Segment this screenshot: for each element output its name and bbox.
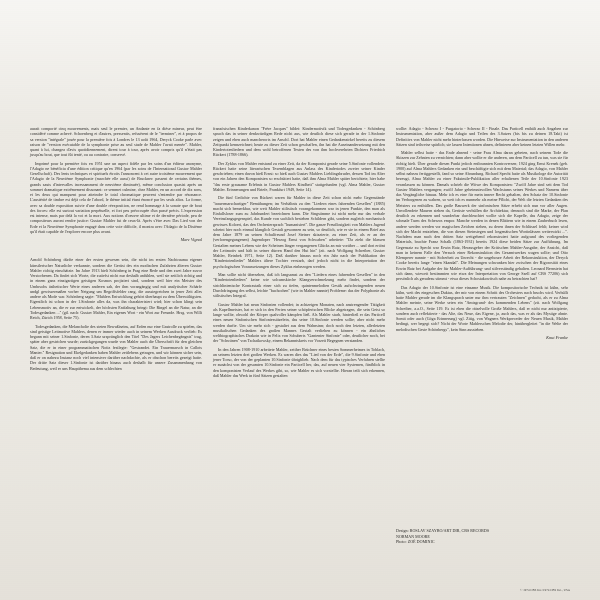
paragraph-de-1: Arnold Schönberg dürfte einer der ersten gewesen sein, die nicht im ersten Nachtrauma eigener künstlerischer Naturliche verkannte, sondern die Gerüst des ein modischen Zufahrten älteren Gustav Mahler richtig einschätzte. Im Jahre 1913 hielt Schönberg in Prag eine Rede und den zwei Jahre zuvor Verstorbenen. Da findet sich Worte, die zutiefst nicht nur deshalb anfühlen, weil sie zeitlich richtig und in einem ganz einzigartigen geistigen Kosmos projiziert sind, sondern weil hier ein Meister des Umbruchs ästhetischer Werte eines anderen sah, der ihm vorangängig und mit analytischer Schärfe undgl gewissermaßen vorher Neigung um Begriffsfelder rang, die aussiegreichen in jener Zeit alles andere als Mode war. Schönberg sagte: "Mahlers Entwicklung gehört überhaupt zu dem Überwältigsten. Eigentlich ist schon in der 1.Sinfonie alles da, was ihn charakterisiert wird; hier schon klingt sein Lebensmotiv an, die er zur entwickelt, der höchsten Entfaltung bringt: Die Ringel an die Natur, an die Todesgedanken ..." (gil. nach: Gustav Mahler, Ein eigenes Wort - ein Wort zur Freunde. Hrsg. von Willi Reich, Zürich 1958, Seite 75). — [30, 257, 202, 321]
copyright-notice — [520, 588, 570, 592]
copyright-line-1: © 1974 CBS Inc./1974 CBS Inc., USA — [519, 588, 570, 592]
paragraph-fr-1: aurait comporté cinq mouvements, mais seul le premier, un Andante en fa dièse mineur, peut être considéré comme achevé. Schoenberg et d'autres, pressentis, refusèrent de le "terminer", et à propos de sa version "intégrale" jouée pour la première fois à Londres le 13 août 1964, Deryck Cooke parle avec raison de "version exécutable de la symphonie prise au seul stade de Mahler l'avait menée". Mahler, quant à lui, changea d'avis quotidiennement, dirent tour à tour, après avoir compris qu'il n'était pas jusqu'au bout, que tout fût tenté, ou au contraire, conservé. — [30, 126, 202, 158]
paragraph-de-2: Todesgedanken, die Melancholie des steten Bewußtseins, auf Erden nur eine Gastrolle zu spielen, das sind geistige Leitmotive Mahlers, denen er immer wieder auch in seinem Werken Ausdruck verlieh: Es begann mit seiner 1.Sinfonie, deren 3.Satz ursprünglich den Titel "Des Jagers Leichenbegängnis" trug, später aber gestrichen wurde; zurückgegangen wurde von Mahler auch die Überschrift für den gleichen Satz, die er in einer programmatischen Notiz festlegte: "Gestrandet. Ein Trauermarsch in Callots Manier." Resignation und Ekelgedanken haben Mahler zeitlebens getragen, und wir können sicher sein, daß er on nahezu Instanz noch viel intensiver darüber nachdachte, als er obschon bereits gezeigt hatte. Der dritte Satz dieser 1.Sinfonie ist darüber hinaus auch deshalb für unsere Zusammenhang von Bedeutung, weil er uns Hauptthema aus dem schlechten — [30, 323, 202, 371]
liner-notes-column-2 — [213, 126, 385, 566]
paragraph-fr-2: Imprimé pour la première fois en 1951 une un aspect fidèle par les soins d'un éditeur anonyme, l'Adagio ne bénéficia d'une édition critique qu'en 1964 (par les soins de l'International Gustav Mahler Gesellschaft). Des lents techniques et spirituels étroits l'annoncent à cet autre troisième mouvement que l'Adagio de la Neuvième Symphonie (marchée elle aussi) de Bruckner: passent de certains thèmes, grands sauts d'intervalles incessamment de neuvième diminuée), même conclusion quasist après un sommet dramatique extrêmement dissonant: ce semmet culmine, chez Mahler, en un accord de dix sons, et les deux qui manquent pour atteindre le total chromatique peuvent s'entendre par résonance. L'austérité de timbre est déjà cela de l'abord, le thème initial étant énoncé par les seuls altos. La forme, avec sa double exposition suivie d'une double réexposition, ne rend hommage à la sonate que de bout des forces: elle est surtout variation perpétuelle, et fort peu préoccupée d'un passé précis. L'expression est intense, mais par delà la voi et la mort. Aux notions d'oeuvre ultime et de dernière période, peu de compositeurs auront rendre justice: Gustav Mahler fut de ceux-là. Après s'être avec Das Lied von der Erde et la Neuvième Symphonie engagé dans cette voie difficile, il montra avec l'Adagio de la Dixième qu'il était capable de l'explorer encore plus avant. — [30, 160, 202, 234]
signature-french: Marc Vignal — [180, 237, 202, 243]
photo-credit: Photo: ZOË DOMINIC — [396, 538, 435, 544]
liner-notes-column-3 — [396, 126, 568, 566]
paragraph-de-5: Die fünf Gedichte von Rückert waren für Mahler in diese Zeit schon nicht mehr Gegenstände "trauermarschartiger" Bemühungen; im Verhältnis zu den "Liedern eines fahrenden Gesellen" (1885) macht sich bemerkbar, wie weit Mahler stilistisch vorangekommen war in jenen Punkte, den man als Einfallsloser zum zu Jahrhundert bezeichnen kann. Die Singstimme ist nicht mehr nur das verbale Vereinsfangsgegenspiel, das Kunde von sachlich bestehen Schildern gibt, sondern zugleich mechanisch gewisses Koloeri, das den Orchestersprach "humanisiert". Die ganze Freudlosigkeit von Mahlers Jugend scheint hier noch einmal klanglich Gestalt gewonnen zu sein, so deutlich, wie er sie in einem Brief aus dem Jahre 1879 an seinen Schulfreund Josef Steiner skizzierte, zu einer Zeit, als er an der (verlorengegangenen) Jugendoper "Herzog Ernst von Schwaben" arbeitete: "Da zieht die blassen Gestalten meines Lebens wie der Scheinen länger vergangenen Glücks an mir vorüber ... und dort ertönt der Leitmotiv und hält in seiner dürren Hand den Hut hin" (zit. nach Wolfgang Schreiber, Gustav Mahler, Reinbek 1971, Seite 12). Daß darüber hinaus noch ein Jahr nach der Publikation der "Kindertotenlieder" Mahlers ältere Tochter verstarb, darf jedoch nicht in die Interpretation der psychologischen Voraussetzungen dieses Zyklus einbezogen werden. — [213, 195, 385, 269]
design-credit: Design: ROSLAV SZAYBO/ART DIR, CBS RECORDS — [396, 528, 490, 534]
paragraph-de-9: wollte: Adagio - Scherzo I - Purgatorio - Scherzo II - Finale. Das Particell enthält auch Angaben zur Instrumentation, aber außer dem Adagio und Teilen des 3.Satzes (bis bis zu deinen 18.Takt) ist Definitivs von Mahler nicht mehr hinterlassen worden. Die Hinweise zur Instrumentation in den anderen Sätzen sind teilweise spärlich; sie lassen Intentionen ahnen, definieren aber keinen letzten Willen mehr. — [396, 126, 568, 147]
paragraph-de-4: Der Zyklus von Mahler entstand zu einer Zeit, da der Komponist gerade seine 5.Sinfonie vollendete. Rückert hatte seine literarischen Texemblagen aus Anlass des Kindertodes zweier seiner Kinder geschrieben; einen davon hieß Ernst: so hieß auch Gustav Mahlers Lieblingsbruder, dessen Tod im Alter von ein Jahren den Komponisten so erschüttert hatte, daß ihm Alma Mahler später berichtete, hier habe "das erste grausame Erlebnis in Gustav Mahlers Kindheit" stattgefunden (vgl. Alma Mahler, Gustav Mahler. Erinnerungen und Briefe, Frankfurt 1949, Seite 14). — [213, 160, 385, 192]
photo-credit-name: NORMAN MOORE — [396, 533, 430, 539]
liner-notes-columns — [30, 126, 570, 566]
signature-german: Knut Franke — [546, 335, 568, 341]
liner-notes-column-1 — [30, 126, 202, 566]
paragraph-de-11: Das Adagio der 10.Sinfonie ist eine einsame Musik. Die kompositorische Technik ist kühn, sehr kühn, weit des eingeschen Duktus, der mir von einem Schritt des Orchesters nach bruchs wird. Verhüllt hatte Mahler gerade im die Klangsprach unter nur ihm vertrauten "Zeichnen" gedacht, als er zu Alma Mahler meinte, seine Werke seien ein "Amtsgrund- des kommenden Lebens" (zit. nach Wolfgang Schreiber, a.a.O., Seite 119. Es ist eben die rätselvolle Große Mahlers, daß er nicht nur antizipierte, sondern auch reflektierte - das Alte, das Neue, das Eigene, ja, auch das, was er als das Mystige ahnte. Somit oder auch (Göga Erinnerung) vgl. Zitig, von Wagners Werkpreceder der Neuen Musik, Mahler bedingt, wer begegt sich? Nicht der Worte Mahlerschen Melodie der, hinübergleitet "in die Welte der melodischen Geste Schönbergs", kein Sinn aussieben. — [396, 284, 568, 332]
paragraph-de-7: Gustav Mahler hat neun Sinfonien vollendet; in achtzeigen Monaten, nach anstrengender Tätigkeit als Kapellmeister, hat er sich in den Ferien seiner schöpferischen Blicke abgetragen, die sein Geist so lange wollte, obwohl der Körper qualvoller kämpfen ließ. Als Mahler starb, hinterließ er das Particell eines neuen Sinfonischen Sinfoniessätzelein, das seine 10.Sinfonie werden sollte; aber nicht mehr werden durfte. Um sie mehr sich - gestaltet aus dem Wahnsinn; doch noch den letzten, allerletzten musikalischen Gedanken des großen Mannes Gestalt verliehen zu können - ein ähnliches weltbiographisches Drakoin wie in Felix von Schuberts "Gantenier Sinfonie" oder, deutlicher noch, bei der "Schwänen" von Tschaikowsky, einem Bekanntskreis vor Vorzeit Begegnen verstanden. — [213, 301, 385, 344]
paragraph-de-10: Mahler selbst hatte - das Ende ahnend - seine Frau Alma daran gebeten, nach seinem Tode die Skizzen zur Zehnten zu vernichten; dann aber wollte er die anderen, um dem Particell zu tun, was sie für richtig hielt. Über gerade diesen Punkt jedoch entbrannten Kontroversen; 1924 ging Ernst Krenek (geb. 1900) auf Alma Mahlers Gedanken ein und beschäftigte sich mit dem Material; das Adagio, von Mahler selbst nahezu fertiggestellt, fand so seine Abrundung. Richard Specht hatte als Musikologe die Autorität bezeugt, Alma Mahler zu einer Faksimile-Publikation aller erhaltenen Teile der 10.Sinfonie 1923 veranlassen zu können. Damals schrieb die Witwe des Komponisten: "Zwölf Jahre sind seit dem Tod Gustav Mahlers vergangen; zwölf Jahre geheimnisvollen Wachstums seines Werkes und Namens über das Vergängliche hinaus. Mehr ich es eine für mein innere Recht gehalten, den Schatz der 10.Sinfonie im Verborgenen zu wahren, so weit ich es nunmehr als meine Pflicht, der Welt die letzten Gedanken des Meisters zu enthüllen. Das große Bauwerk der sinfonischen Sätze erhebt sich nun vor aller Augen. Unvollendete Mauern stehen da, Gerüste verhüllen die Architektur, dennoch sind die Marke, der Plan deutlich zu erkennen und wunderbar durchleuchtet wollte sich die Kapelle, das Adagio, zeige der schmale Turm des Scherzos empor. Manche werden in denen Blättern wie in einem Zauberbuch lesen, andere werden werden vor magischen Zeichen stehen, zu deren ihnen der Schlüssel fehlt; keiner wird sich der Macht entziehen, die von diesen Steinstegen und losgenäischen Wortinlässen weiterwirkt ...". Nachdem man nach den dritten Satz weitgehend rekonstruiert hatte aufgrund des vorliegenden Materials, brachte Franz Schalk (1863-1931) bereits 1924 diese beiden Sätze zur Aufführung. Im Gegensatz zu Specht war Erwin Ratz, Herausgeber der Kritischen Mahler-Ausgabe, der Ansicht, daß man in keinem Falle den Versuch einer Rekonstruktion des Gesamtwerkes wagen sollte; und Otto Klemperer nannte - mit Sicherheit zu Unrecht - die ungehoure Arbeit der Rekonstruktion, der Deryck Cooke bereits lange "einen Skandal". Die Meinungen schwanken hier zwischen der Rigorosität eines Erwin Ratz bei Aufgabe der für Mahler-Aufführung- und stilverständig gehalten. Leonard Bernstein hat sich dann, wieweit bestimmten wie etwa der Interpretation von George Szell auf CBS 77206) sich persönlich als geradezu stimmt - etwa dieses Schostakowitsch nahe zu betrachten hat? — [396, 150, 568, 282]
paragraph-de-8: In den Jahren 1908-1910 arbeitete Mahler, zeither Brüchner eines besten Sommerheimes in Toblach, an seinem letzten drei großen Werken. Es waren dies das "Lied von der Erde", die 9.Sinfonie und eben jener Torso, der von der geplanten 10.Sinfonie übrigblieb. Nach dem für das typisches Verfahren stellte er zunächst von der gesamten 10.Sinfonie ein Particell her, das, auf neuen vier Systemen, fünfblick in den komponisten Verlauf des Werkes gibt, so, wie Mahler es sich vorstellte. Hieran teilt sich erkennen, daß Mahler das Werk in fünf Sätzen gestalten — [213, 346, 385, 378]
paragraph-de-6: Man sollte nicht übersehen, daß ich langsamst zu den "Liedern eines fahrenden Gesellen" in den "Kindertotenliedern" keine wie solcumskirche Klangverschmelzung mehr findet, sondern der strichlinienische Kontrastatk einer sich zu tiefen, quintenmelodien Gestik aufschwingenden neuen Durchdringung des selbst, leichte "buchochen" (wie in Mahler nannte) Probleme: das der Polyphonie als stilistisches Integral. — [213, 272, 385, 299]
paragraph-de-3: französischen Kinderkanon "Frère Jacques" bildet: Kindermotivik und Todesgedanken - Schönberg sprach das in seiner denkwürdigen Rede nicht aus, wie deutlich diese sich gerade in der 1.Sinfonie zeigen und eben auch mancherorts im Anschl. Dort hat Mahler einen Gedankenzirkel bereits zu diesem Zeitpunkt kennzeichnet; heute zu dieser Zeit schon geschaffen, ihn hat die Auseinandersetzung mit den Kindertotenliedern und dem wohl betroffenen Texten des von ihm hochverehrten Dichters Friedrich Rückert (1788-1866). — [213, 126, 385, 158]
production-credits — [396, 528, 568, 544]
